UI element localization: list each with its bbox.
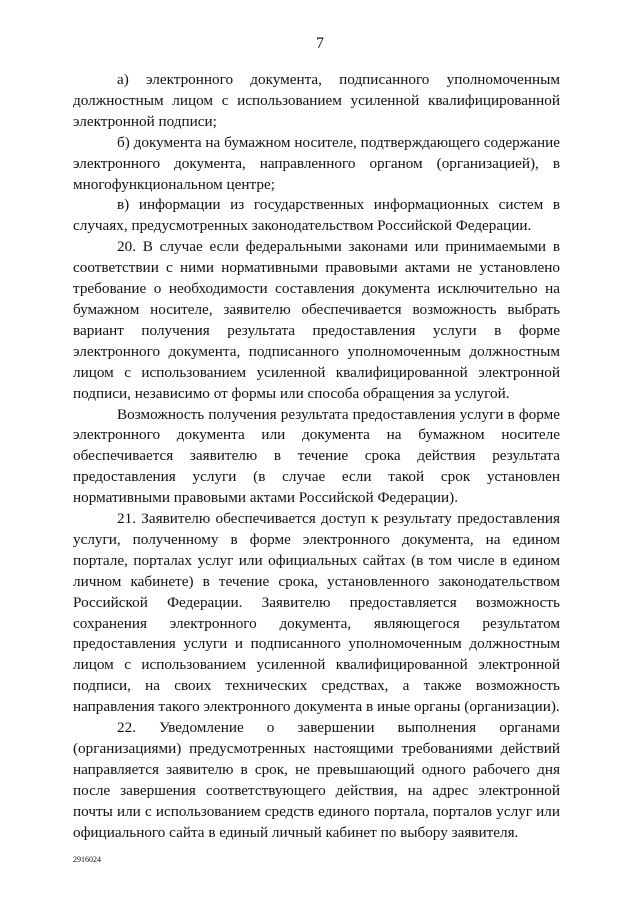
paragraph-21: 21. Заявителю обеспечивается доступ к результату предоставления услуги, полученному в форме электронного документа, на едином портале, порталах услуг или официальных сайтах (в том числе в едином личном кабинете) в течение срока, установленного законодательством Российской Федерации. Заявителю предоставляется возможность сохранения электронного документа, являющегося результатом предоставления услуги и подписанного уполномоченным должностным лицом с использованием усиленной квалифицированной электронной подписи, на своих технических средствах, а также возможность направления такого электронного документа в иные органы (организации). <box>73 510 560 716</box>
paragraph-20: 20. В случае если федеральными законами или принимаемыми в соответствии с ними нормативными правовыми актами не установлено требование о необходимости составления документа исключительно на бумажном носителе, заявителю обеспечивается возможность выбрать вариант получения результата предоставления услуги в форме электронного документа, подписанного уполномоченным должностным лицом с использованием усиленной квалифицированной электронной подписи, независимо от формы или способа обращения за услугой. <box>73 238 560 402</box>
paragraph-22: 22. Уведомление о завершении выполнения органами (организациями) предусмотренных настоящими требованиями действий направляется заявителю в срок, не превышающий одного рабочего дня после завершения соответствующего действия, на адрес электронной почты или с использованием средств единого портала, порталов услуг или официального сайта в единый личный кабинет по выбору заявителя. <box>73 719 560 841</box>
paragraph-item-a: а) электронного документа, подписанного уполномоченным должностным лицом с использованием усиленной квалифицированной электронной подписи; <box>73 71 560 130</box>
document-code: 2916024 <box>73 855 101 864</box>
paragraph-20-continued: Возможность получения результата предоставления услуги в форме электронного документа или документа на бумажном носителе обеспечивается заявителю в течение срока действия результата предоставления услуги (в случае если такой срок установлен нормативными правовыми актами Российской Федерации). <box>73 405 560 507</box>
paragraph-item-v: в) информации из государственных информационных систем в случаях, предусмотренных законодательством Российской Федерации. <box>73 196 560 235</box>
paragraph-item-b: б) документа на бумажном носителе, подтверждающего содержание электронного документа, направленного органом (организацией), в многофункциональном центре; <box>73 133 560 193</box>
document-body <box>73 70 560 844</box>
page-number: 7 <box>316 35 324 52</box>
